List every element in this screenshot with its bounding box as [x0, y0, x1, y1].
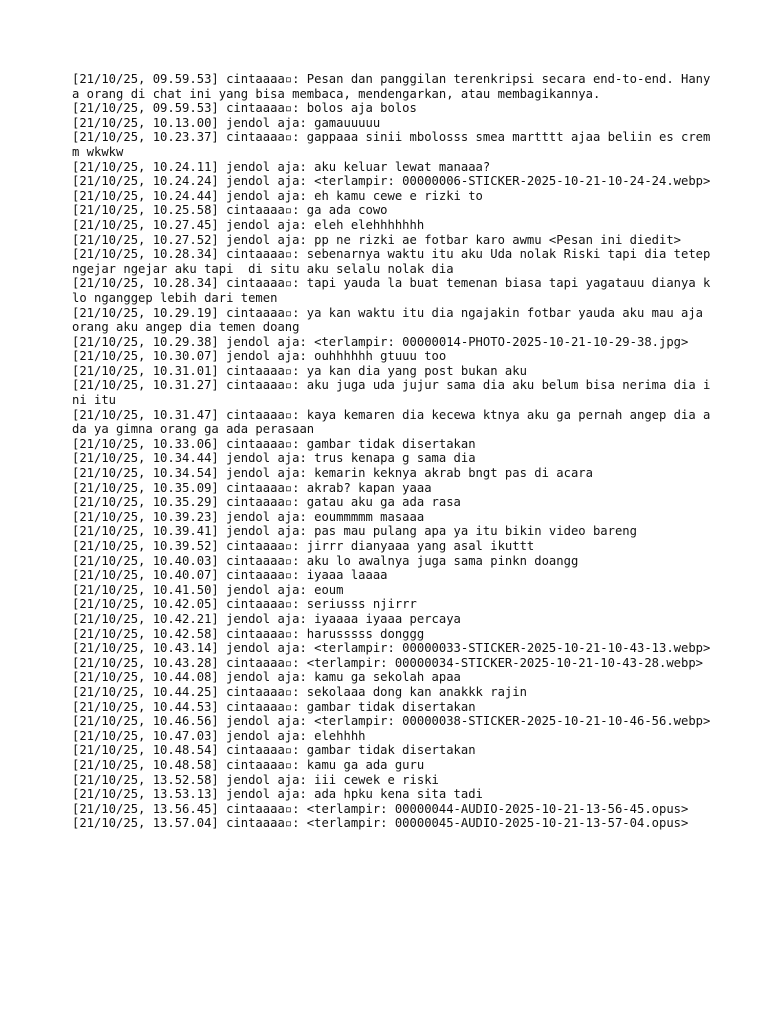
chat-line: [21/10/25, 10.31.01] cintaaaa▫: ya kan dia yang post bukan aku [72, 363, 527, 378]
chat-line: [21/10/25, 10.27.52] jendol aja: pp ne rizki ae fotbar karo awmu <Pesan ini diedit> [72, 232, 682, 247]
chat-line: [21/10/25, 10.13.00] jendol aja: gamauuuuu [72, 115, 381, 130]
chat-line: [21/10/25, 10.31.27] cintaaaa▫: aku juga uda jujur sama dia aku belum bisa nerima dia ini itu [72, 378, 711, 408]
chat-line: [21/10/25, 10.48.54] cintaaaa▫: gambar tidak disertakan [72, 743, 476, 758]
chat-line: [21/10/25, 10.27.45] jendol aja: eleh elehhhhhhh [72, 217, 425, 232]
chat-line: [21/10/25, 10.39.41] jendol aja: pas mau pulang apa ya itu bikin video bareng [72, 524, 637, 539]
chat-line: [21/10/25, 10.23.37] cintaaaa▫: gappaaa sinii mbolosss smea martttt ajaa beliin es cremm wkwkw [72, 130, 711, 159]
chat-line: [21/10/25, 10.39.23] jendol aja: eoummmmm masaaa [72, 509, 425, 524]
chat-line: [21/10/25, 10.24.11] jendol aja: aku keluar lewat manaaa? [72, 159, 491, 174]
chat-line: [21/10/25, 10.44.25] cintaaaa▫: sekolaaa dong kan anakkk rajin [72, 684, 527, 699]
chat-line: [21/10/25, 10.47.03] jendol aja: elehhhh [72, 728, 366, 743]
chat-line: [21/10/25, 10.44.08] jendol aja: kamu ga sekolah apaa [72, 670, 461, 685]
chat-line: [21/10/25, 10.44.53] cintaaaa▫: gambar tidak disertakan [72, 699, 476, 714]
chat-line: [21/10/25, 10.42.21] jendol aja: iyaaaa iyaaa percaya [72, 611, 461, 626]
chat-line: [21/10/25, 10.24.24] jendol aja: <terlampir: 00000006-STICKER-2025-10-21-10-24-24.webp> [72, 174, 711, 189]
chat-line: [21/10/25, 10.40.07] cintaaaa▫: iyaaa laaaa [72, 568, 388, 583]
chat-line: [21/10/25, 10.42.58] cintaaaa▫: harusssss donggg [72, 626, 425, 641]
chat-line: [21/10/25, 09.59.53] cintaaaa▫: Pesan dan panggilan terenkripsi secara end-to-end. Hanya orang di chat ini yang bisa membaca, mendengarkan, atau membagikannya. [72, 72, 711, 101]
chat-line: [21/10/25, 10.43.14] jendol aja: <terlampir: 00000033-STICKER-2025-10-21-10-43-13.webp> [72, 641, 711, 656]
chat-line: [21/10/25, 10.29.19] cintaaaa▫: ya kan waktu itu dia ngajakin fotbar yauda aku mau aja orang aku angep dia temen doang [72, 305, 711, 335]
chat-line: [21/10/25, 13.57.04] cintaaaa▫: <terlampir: 00000045-AUDIO-2025-10-21-13-57-04.opus> [72, 816, 689, 831]
chat-line: [21/10/25, 10.25.58] cintaaaa▫: ga ada cowo [72, 203, 388, 218]
chat-line: [21/10/25, 10.42.05] cintaaaa▫: seriusss njirrr [72, 597, 417, 612]
chat-line: [21/10/25, 10.29.38] jendol aja: <terlampir: 00000014-PHOTO-2025-10-21-10-29-38.jpg> [72, 334, 689, 349]
chat-line: [21/10/25, 13.52.58] jendol aja: iii cewek e riski [72, 772, 439, 787]
chat-line: [21/10/25, 10.39.52] cintaaaa▫: jirrr dianyaaa yang asal ikuttt [72, 539, 535, 553]
chat-line: [21/10/25, 10.31.47] cintaaaa▫: kaya kemaren dia kecewa ktnya aku ga pernah angep dia ada ya gimna orang ga ada perasaan [72, 407, 711, 437]
chat-line: [21/10/25, 10.30.07] jendol aja: ouhhhhhh gtuuu too [72, 349, 447, 364]
chat-line: [21/10/25, 09.59.53] cintaaaa▫: bolos aja bolos [72, 101, 417, 116]
chat-line: [21/10/25, 10.46.56] jendol aja: <terlampir: 00000038-STICKER-2025-10-21-10-46-56.webp> [72, 714, 711, 729]
chat-transcript [72, 72, 718, 831]
chat-line: [21/10/25, 13.56.45] cintaaaa▫: <terlampir: 00000044-AUDIO-2025-10-21-13-56-45.opus> [72, 801, 689, 816]
chat-line: [21/10/25, 10.35.09] cintaaaa▫: akrab? kapan yaaa [72, 480, 432, 495]
chat-line: [21/10/25, 10.28.34] cintaaaa▫: sebenarnya waktu itu aku Uda nolak Riski tapi dia tetep ngejar ngejar aku tapi di situ aku selalu nolak dia [72, 247, 718, 276]
chat-line: [21/10/25, 10.35.29] cintaaaa▫: gatau aku ga ada rasa [72, 495, 461, 510]
chat-line: [21/10/25, 10.43.28] cintaaaa▫: <terlampir: 00000034-STICKER-2025-10-21-10-43-28.webp> [72, 655, 704, 670]
chat-line: [21/10/25, 10.24.44] jendol aja: eh kamu cewe e rizki to [72, 188, 483, 203]
chat-line: [21/10/25, 13.53.13] jendol aja: ada hpku kena sita tadi [72, 787, 483, 802]
chat-line: [21/10/25, 10.41.50] jendol aja: eoum [72, 582, 344, 597]
chat-line: [21/10/25, 10.28.34] cintaaaa▫: tapi yauda la buat temenan biasa tapi yagatauu dianya klo nganggep lebih dari temen [72, 276, 711, 305]
chat-line: [21/10/25, 10.48.58] cintaaaa▫: kamu ga ada guru [72, 757, 425, 772]
chat-line: [21/10/25, 10.40.03] cintaaaa▫: aku lo awalnya juga sama pinkn doangg [72, 553, 579, 568]
chat-line: [21/10/25, 10.34.44] jendol aja: trus kenapa g sama dia [72, 451, 476, 466]
chat-line: [21/10/25, 10.34.54] jendol aja: kemarin keknya akrab bngt pas di acara [72, 466, 593, 481]
chat-line: [21/10/25, 10.33.06] cintaaaa▫: gambar tidak disertakan [72, 436, 476, 451]
